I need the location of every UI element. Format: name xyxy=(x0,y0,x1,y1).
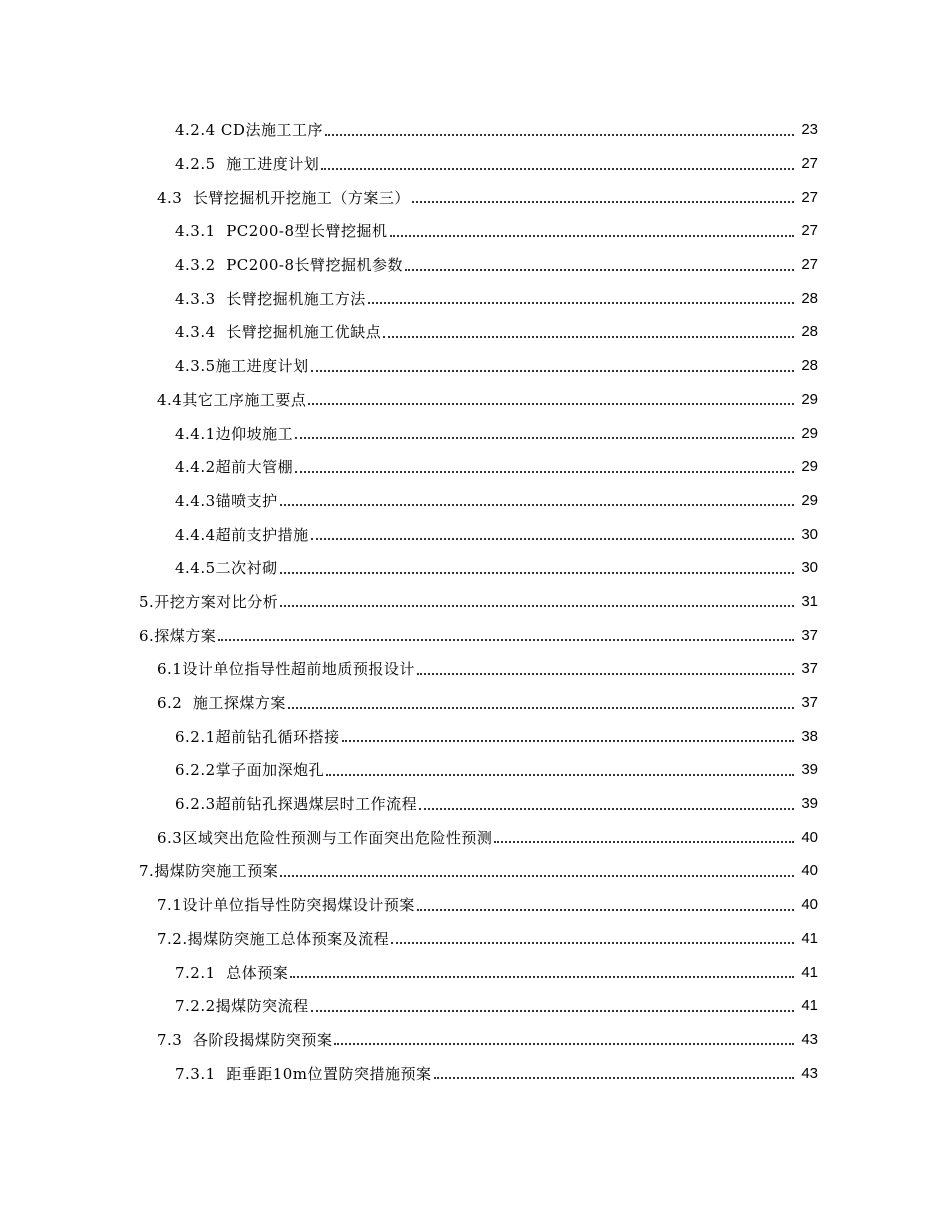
toc-entry-page-number: 43 xyxy=(801,1030,818,1048)
toc-entry-page-number: 27 xyxy=(801,155,818,173)
toc-entry-page-number: 41 xyxy=(801,929,818,947)
toc-entry-page-number: 38 xyxy=(801,727,818,745)
toc-entry-title: 4.3 长臂挖掘机开挖施工（方案三） xyxy=(157,188,410,207)
toc-entry[interactable] xyxy=(0,955,950,989)
toc-entry-page-number: 31 xyxy=(801,592,818,610)
toc-entry-title: 6.探煤方案 xyxy=(139,626,217,645)
toc-entry[interactable] xyxy=(0,787,950,821)
toc-entry[interactable] xyxy=(0,686,950,720)
toc-entry-title: 4.3.1 PC200-8型长臂挖掘机 xyxy=(175,222,388,241)
toc-entry[interactable] xyxy=(0,989,950,1023)
toc-entry[interactable] xyxy=(0,1023,950,1057)
table-of-contents xyxy=(0,113,950,1090)
toc-entry-title: 7.2.1 总体预案 xyxy=(175,963,289,982)
toc-entry-page-number: 27 xyxy=(801,222,818,240)
dot-leader xyxy=(295,437,794,439)
toc-entry-title: 4.3.3 长臂挖掘机施工方法 xyxy=(175,289,366,308)
dot-leader xyxy=(280,572,794,574)
toc-entry[interactable] xyxy=(0,281,950,315)
toc-entry-page-number: 41 xyxy=(801,997,818,1015)
toc-entry[interactable] xyxy=(0,820,950,854)
dot-leader xyxy=(334,1043,794,1045)
dot-leader xyxy=(311,1010,794,1012)
dot-leader xyxy=(434,1077,794,1079)
toc-entry[interactable] xyxy=(0,349,950,383)
toc-entry[interactable] xyxy=(0,854,950,888)
toc-entry-title: 5.开挖方案对比分析 xyxy=(139,592,279,611)
toc-entry[interactable] xyxy=(0,450,950,484)
toc-entry[interactable] xyxy=(0,551,950,585)
toc-entry-page-number: 27 xyxy=(801,188,818,206)
toc-entry[interactable] xyxy=(0,113,950,147)
toc-entry-title: 6.1设计单位指导性超前地质预报设计 xyxy=(157,660,415,679)
toc-entry[interactable] xyxy=(0,888,950,922)
toc-entry-title: 7.2.2揭煤防突流程 xyxy=(175,997,309,1016)
dot-leader xyxy=(295,471,794,473)
toc-entry-page-number: 37 xyxy=(801,626,818,644)
toc-entry-page-number: 39 xyxy=(801,761,818,779)
toc-entry-page-number: 29 xyxy=(801,458,818,476)
toc-entry-page-number: 43 xyxy=(801,1064,818,1082)
dot-leader xyxy=(280,504,794,506)
toc-entry[interactable] xyxy=(0,585,950,619)
dot-leader xyxy=(391,942,794,944)
toc-entry-title: 4.4.3锚喷支护 xyxy=(175,491,278,510)
dot-leader xyxy=(290,976,794,978)
toc-entry[interactable] xyxy=(0,652,950,686)
toc-entry-page-number: 37 xyxy=(801,694,818,712)
dot-leader xyxy=(383,336,794,338)
toc-entry-title: 6.2.2掌子面加深炮孔 xyxy=(175,761,325,780)
dot-leader xyxy=(419,808,794,810)
toc-entry[interactable] xyxy=(0,416,950,450)
dot-leader xyxy=(308,403,794,405)
toc-entry-title: 4.4.4超前支护措施 xyxy=(175,525,309,544)
toc-entry-page-number: 30 xyxy=(801,559,818,577)
dot-leader xyxy=(218,639,794,641)
toc-entry-title: 6.2 施工探煤方案 xyxy=(157,694,286,713)
toc-entry-title: 7.3 各阶段揭煤防突预案 xyxy=(157,1030,333,1049)
toc-entry-title: 7.揭煤防突施工预案 xyxy=(139,862,279,881)
toc-entry[interactable] xyxy=(0,383,950,417)
toc-entry[interactable] xyxy=(0,618,950,652)
dot-leader xyxy=(417,909,794,911)
toc-entry-title: 4.4其它工序施工要点 xyxy=(157,390,307,409)
toc-entry-title: 4.4.5二次衬砌 xyxy=(175,559,278,578)
dot-leader xyxy=(311,538,794,540)
toc-entry-title: 4.3.2 PC200-8长臂挖掘机参数 xyxy=(175,256,404,275)
toc-entry-page-number: 29 xyxy=(801,390,818,408)
dot-leader xyxy=(326,774,794,776)
toc-entry[interactable] xyxy=(0,922,950,956)
dot-leader xyxy=(280,605,794,607)
toc-entry-page-number: 27 xyxy=(801,256,818,274)
toc-entry[interactable] xyxy=(0,214,950,248)
toc-entry-title: 4.2.4 CD法施工工序 xyxy=(175,121,323,140)
toc-entry-page-number: 28 xyxy=(801,323,818,341)
toc-entry-page-number: 39 xyxy=(801,795,818,813)
toc-entry-title: 4.3.4 长臂挖掘机施工优缺点 xyxy=(175,323,382,342)
toc-entry-title: 4.4.1边仰坡施工 xyxy=(175,424,294,443)
toc-entry-title: 4.3.5施工进度计划 xyxy=(175,357,309,376)
dot-leader xyxy=(311,370,794,372)
toc-entry-page-number: 28 xyxy=(801,357,818,375)
toc-entry[interactable] xyxy=(0,719,950,753)
toc-entry-title: 4.2.5 施工进度计划 xyxy=(175,155,320,174)
toc-entry-page-number: 41 xyxy=(801,963,818,981)
toc-entry-page-number: 30 xyxy=(801,525,818,543)
toc-entry-title: 7.2.揭煤防突施工总体预案及流程 xyxy=(157,929,390,948)
toc-entry-title: 7.3.1 距垂距10m位置防突措施预案 xyxy=(175,1064,432,1083)
toc-entry-page-number: 29 xyxy=(801,491,818,509)
dot-leader xyxy=(280,875,794,877)
dot-leader xyxy=(325,134,794,136)
toc-entry[interactable] xyxy=(0,248,950,282)
dot-leader xyxy=(321,168,794,170)
toc-entry[interactable] xyxy=(0,147,950,181)
toc-entry[interactable] xyxy=(0,484,950,518)
toc-entry-title: 7.1设计单位指导性防突揭煤设计预案 xyxy=(157,896,415,915)
toc-entry[interactable] xyxy=(0,180,950,214)
toc-entry-page-number: 29 xyxy=(801,424,818,442)
toc-entry-title: 6.3区域突出危险性预测与工作面突出危险性预测 xyxy=(157,828,493,847)
toc-entry-page-number: 40 xyxy=(801,896,818,914)
toc-entry[interactable] xyxy=(0,517,950,551)
dot-leader xyxy=(412,201,794,203)
dot-leader xyxy=(342,740,794,742)
dot-leader xyxy=(494,841,794,843)
toc-entry[interactable] xyxy=(0,753,950,787)
dot-leader xyxy=(417,673,794,675)
dot-leader xyxy=(368,302,794,304)
toc-entry-title: 6.2.3超前钻孔探遇煤层时工作流程 xyxy=(175,795,418,814)
toc-entry-page-number: 37 xyxy=(801,660,818,678)
toc-entry-title: 6.2.1超前钻孔循环搭接 xyxy=(175,727,340,746)
toc-entry-page-number: 40 xyxy=(801,828,818,846)
dot-leader xyxy=(288,707,794,709)
toc-entry[interactable] xyxy=(0,315,950,349)
toc-entry[interactable] xyxy=(0,1056,950,1090)
toc-entry-title: 4.4.2超前大管棚 xyxy=(175,458,294,477)
toc-entry-page-number: 40 xyxy=(801,862,818,880)
toc-entry-page-number: 23 xyxy=(801,121,818,139)
toc-entry-page-number: 28 xyxy=(801,289,818,307)
dot-leader xyxy=(405,269,794,271)
dot-leader xyxy=(390,235,794,237)
